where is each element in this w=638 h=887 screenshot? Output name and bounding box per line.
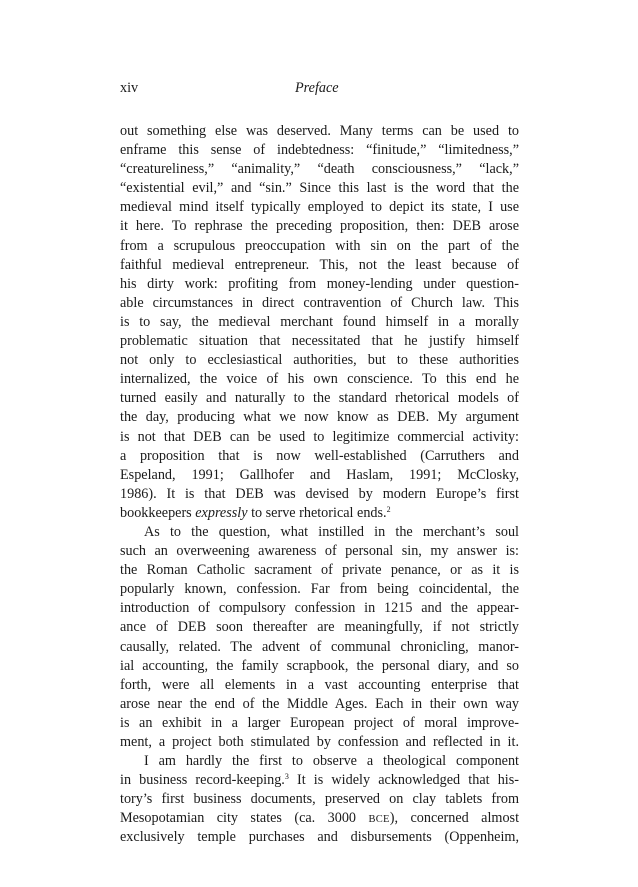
text-line: “creatureliness,” “animality,” “death consciousness,” “lack,” — [120, 161, 519, 178]
text-line: it here. To rephrase the preceding proposition, then: DEB arose — [120, 218, 519, 235]
text-line: able circumstances in direct contravention of Church law. This — [120, 294, 519, 311]
text-line: 1986). It is that DEB was devised by modern Europe’s first — [120, 485, 519, 502]
text-line — [120, 809, 519, 828]
text-line: not only to ecclesiastical authorities, but to these authorities — [120, 352, 519, 369]
text-line: out something else was deserved. Many terms can be used to — [120, 123, 519, 139]
footnote-marker[interactable]: 3 — [284, 772, 289, 782]
era-abbreviation: BCE — [368, 814, 390, 826]
text-line: is to say, the medieval merchant found himself in a morally — [120, 313, 519, 330]
text-line: the Roman Catholic sacrament of private penance, or as it is — [120, 562, 519, 579]
text-segment: bookkeepers — [120, 504, 196, 521]
text-segment: to serve rhetorical ends. — [247, 504, 387, 521]
text-line: medieval mind itself typically employed to depict its state, I use — [120, 199, 519, 216]
text-line: is an exhibit in a larger European project of moral improve- — [120, 714, 519, 731]
text-line: turned easily and naturally to the standard rhetorical models of — [120, 390, 519, 407]
text-line: problematic situation that necessitated that he justify himself — [120, 333, 519, 350]
running-head: Preface — [295, 80, 339, 96]
text-line: a proposition that is now well-established (Carruthers and — [120, 447, 519, 464]
text-line: exclusively temple purchases and disbursements (Oppenheim, — [120, 829, 519, 846]
text-line: arose near the end of the Middle Ages. Each in their own way — [120, 695, 519, 712]
text-line: Espeland, 1991; Gallhofer and Haslam, 1991; McClosky, — [120, 466, 519, 483]
text-line: is not that DEB can be used to legitimize commercial activity: — [120, 428, 519, 445]
text-line: I am hardly the first to observe a theological component — [144, 753, 519, 770]
text-line: introduction of compulsory confession in 1215 and the appear- — [120, 600, 519, 617]
text-line: “existential evil,” and “sin.” Since this last is the word that the — [120, 180, 519, 197]
text-line: faithful medieval entrepreneur. This, not the least because of — [120, 256, 519, 273]
text-line: from a scrupulous preoccupation with sin on the part of the — [120, 237, 519, 254]
text-line: causally, related. The advent of communal chronicling, manor- — [120, 638, 519, 655]
text-line: tory’s first business documents, preserved on clay tablets from — [120, 791, 519, 808]
text-line: internalized, the voice of his own conscience. To this end he — [120, 371, 519, 388]
text-segment: in business record-keeping. — [120, 772, 285, 789]
text-line: popularly known, confession. Far from being coincidental, the — [120, 581, 519, 598]
text-line: enframe this sense of indebtedness: “finitude,” “limitedness,” — [120, 142, 519, 159]
text-line: his dirty work: profiting from money-lending under question- — [120, 275, 519, 292]
text-line: such an overweening awareness of personal sin, my answer is: — [120, 543, 519, 560]
text-line: ance of DEB soon thereafter are meaningfully, if not strictly — [120, 619, 519, 636]
text-line — [120, 771, 519, 790]
text-line: forth, were all elements in a vast accounting enterprise that — [120, 676, 519, 693]
body-text — [120, 122, 519, 848]
page-header — [120, 80, 519, 100]
emphasis-text: expressly — [195, 504, 248, 521]
text-line: As to the question, what instilled in the merchant’s soul — [144, 523, 519, 540]
page-number: xiv — [120, 80, 139, 96]
text-segment: Mesopotamian city states (ca. 3000 — [120, 810, 369, 827]
text-segment: It is widely acknowledged that his- — [288, 772, 519, 789]
text-line — [120, 504, 519, 523]
text-line: the day, producing what we now know as DEB. My argument — [120, 409, 519, 426]
footnote-marker[interactable]: 2 — [386, 504, 391, 514]
text-line: ial accounting, the family scrapbook, the personal diary, and so — [120, 657, 519, 674]
text-segment: ), concerned almost — [389, 810, 519, 827]
text-line: ment, a project both stimulated by confession and reflected in it. — [120, 734, 519, 750]
